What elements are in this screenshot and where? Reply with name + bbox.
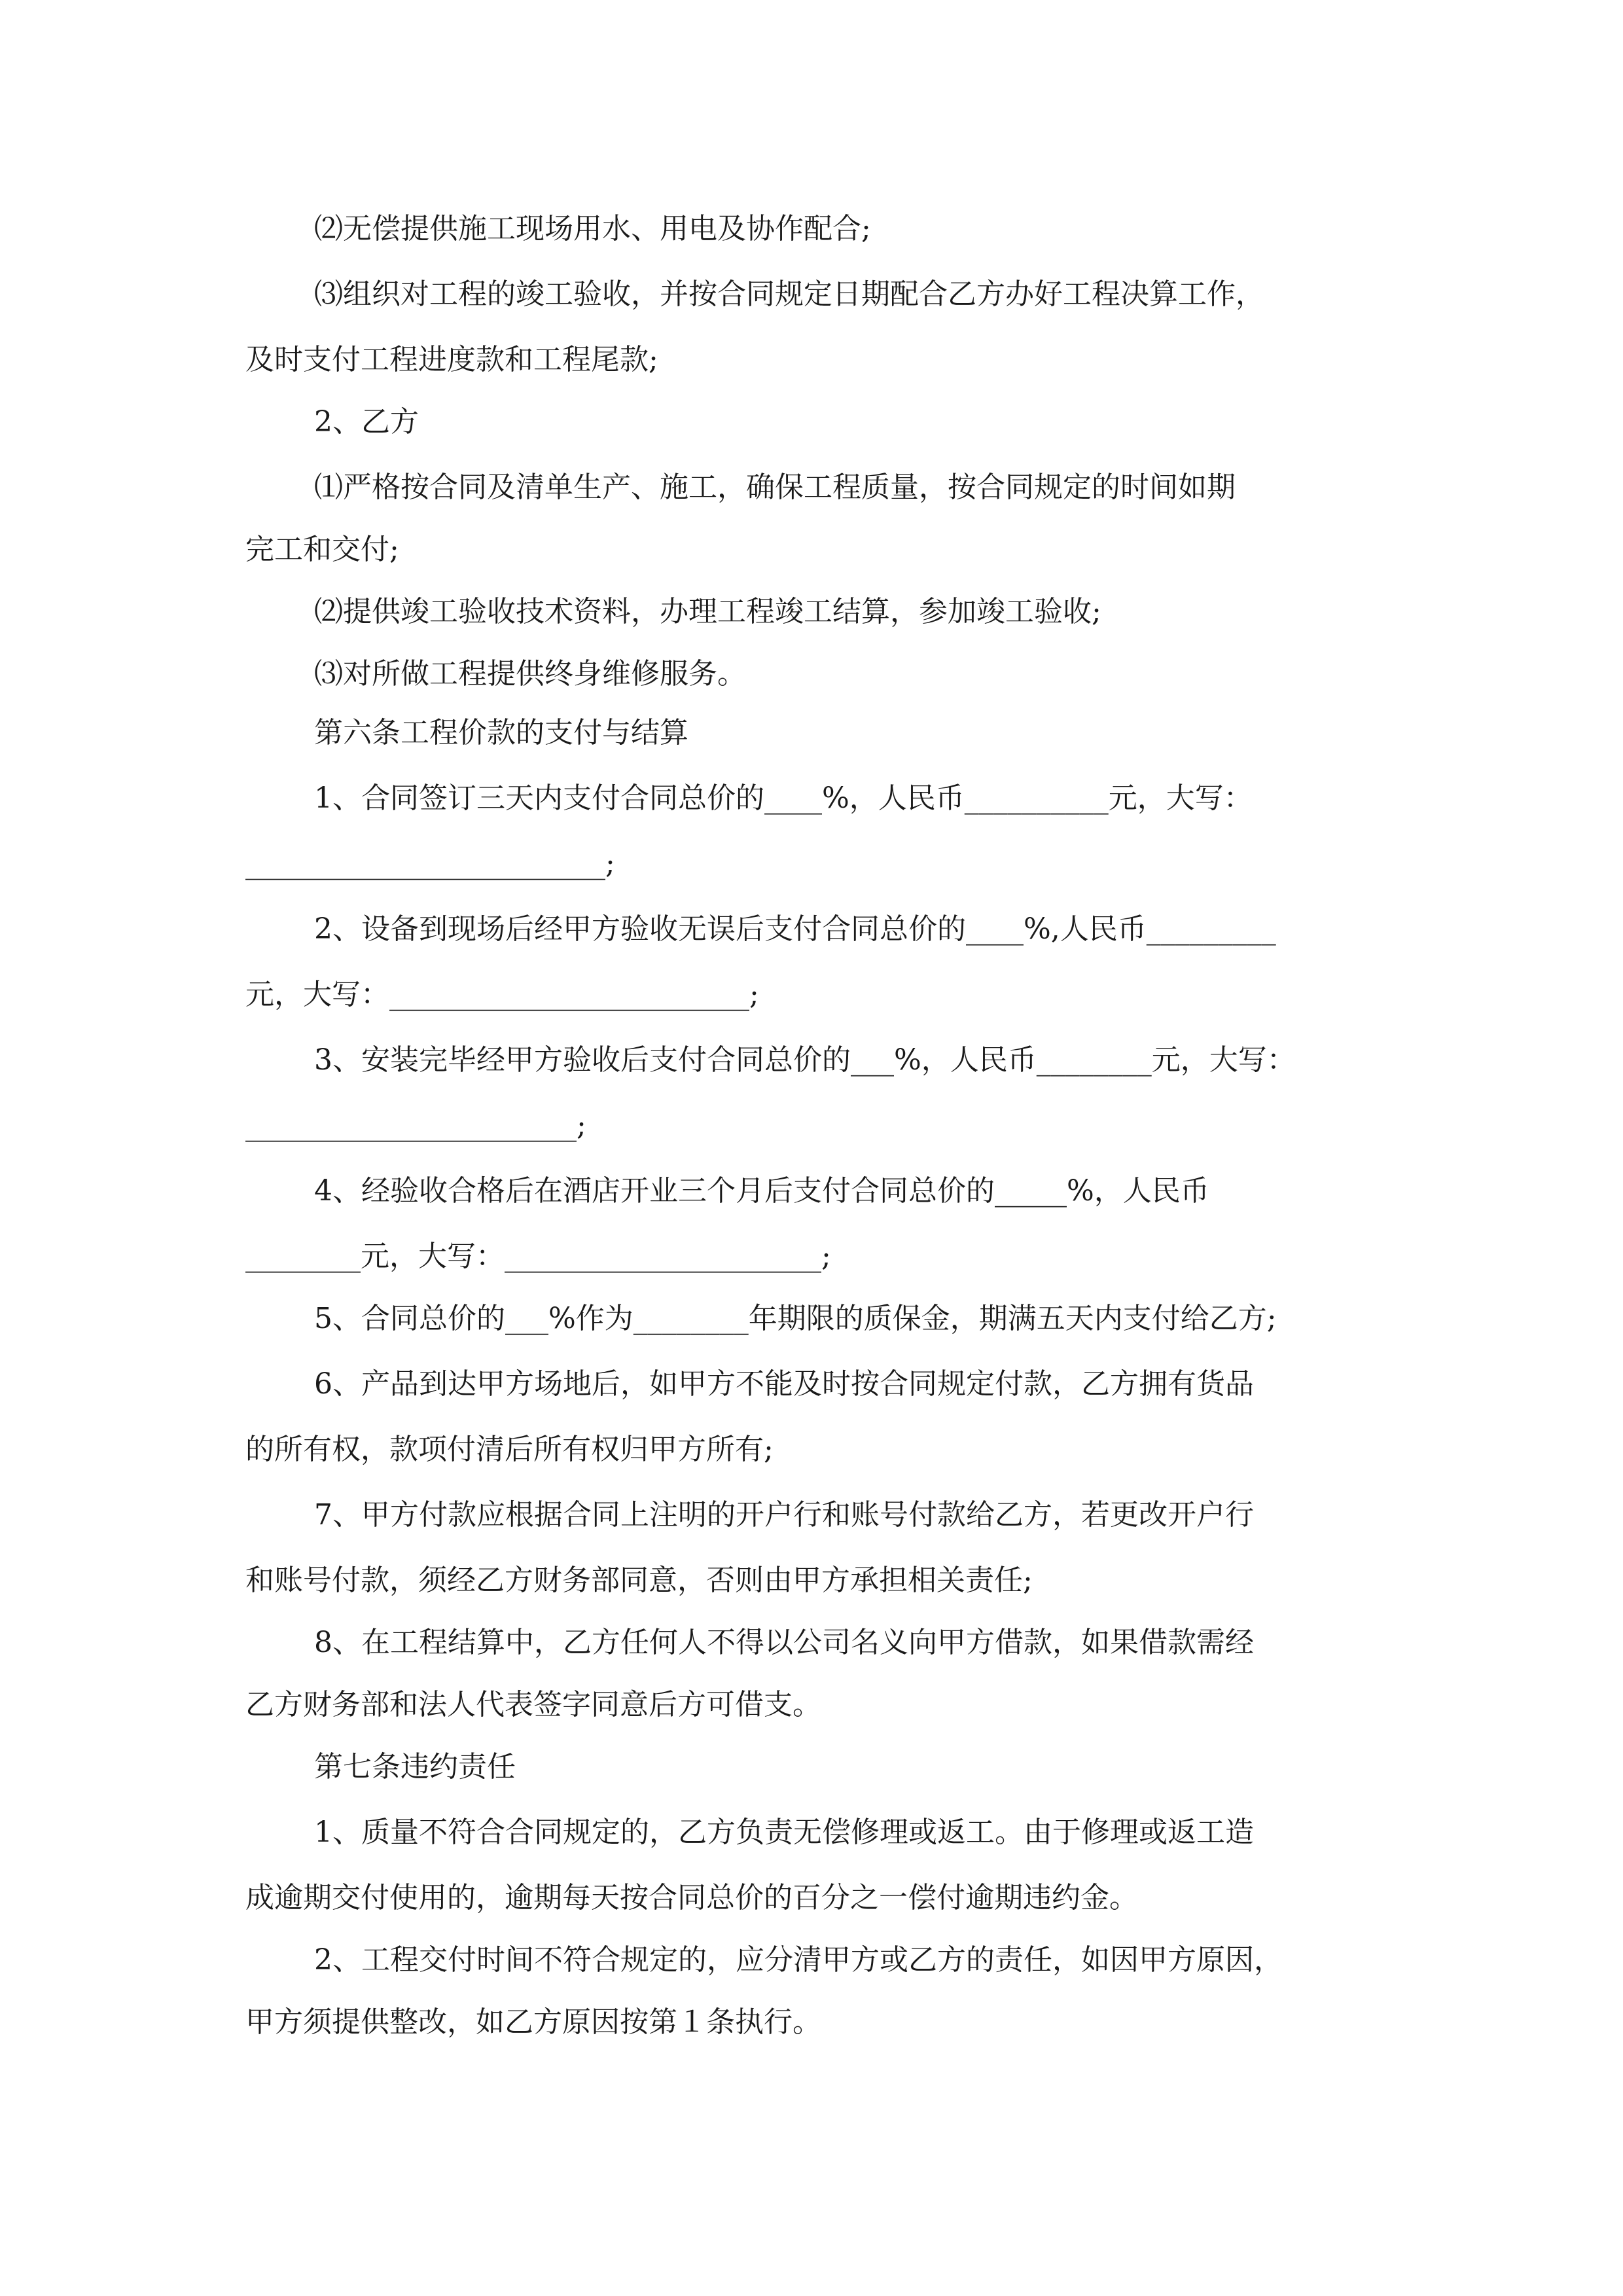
section-heading: 第六条工程价款的支付与结算: [314, 716, 688, 749]
text-line: ⑵提供竣工验收技术资料，办理工程竣工结算，参加竣工验收;: [314, 595, 1101, 628]
text-line: 6、产品到达甲方场地后，如甲方不能及时按合同规定付款，乙方拥有货品: [314, 1367, 1254, 1401]
text-line: 5、合同总价的___%作为________年期限的质保金，期满五天内支付给乙方;: [314, 1302, 1277, 1335]
text-line: ⑴严格按合同及清单生产、施工，确保工程质量，按合同规定的时间如期: [314, 471, 1236, 504]
text-line: 和账号付款，须经乙方财务部同意，否则由甲方承担相关责任;: [245, 1564, 1033, 1597]
text-line: 2、乙方: [314, 405, 419, 439]
text-line: 7、甲方付款应根据合同上注明的开户行和账号付款给乙方，若更改开户行: [314, 1498, 1254, 1532]
text-line: 及时支付工程进度款和工程尾款;: [245, 343, 658, 376]
text-line: 1、合同签订三天内支付合同总价的____%，人民币__________元，大写：: [314, 781, 1253, 815]
text-line: ⑶组织对工程的竣工验收，并按合同规定日期配合乙方办好工程决算工作，: [314, 278, 1264, 311]
text-line: ⑶对所做工程提供终身维修服务。: [314, 657, 746, 691]
text-line: _________________________;: [245, 847, 615, 880]
text-line: 8、在工程结算中，乙方任何人不得以公司名义向甲方借款，如果借款需经: [314, 1626, 1254, 1659]
text-line: 2、工程交付时间不符合规定的，应分清甲方或乙方的责任，如因甲方原因，: [314, 1943, 1283, 1977]
text-line: 3、安装完毕经甲方验收后支付合同总价的___%，人民币________元，大写：: [314, 1043, 1296, 1077]
text-line: ________元，大写：______________________;: [245, 1240, 831, 1273]
text-line: 2、设备到现场后经甲方验收无误后支付合同总价的____%,人民币_________: [314, 912, 1276, 946]
text-line: _______________________;: [245, 1109, 586, 1142]
text-line: 的所有权，款项付清后所有权归甲方所有;: [245, 1433, 774, 1466]
section-heading: 第七条违约责任: [314, 1750, 516, 1784]
text-line: 元，大写：_________________________;: [245, 978, 759, 1011]
text-line: ⑵无偿提供施工现场用水、用电及协作配合;: [314, 212, 871, 245]
text-line: 完工和交付;: [245, 533, 399, 566]
text-line: 乙方财务部和法人代表签字同意后方可借支。: [245, 1688, 821, 1721]
text-line: 成逾期交付使用的，逾期每天按合同总价的百分之一偿付逾期违约金。: [245, 1881, 1138, 1914]
text-line: 甲方须提供整改，如乙方原因按第１条执行。: [245, 2005, 821, 2039]
text-line: 4、经验收合格后在酒店开业三个月后支付合同总价的_____%，人民币: [314, 1174, 1209, 1208]
text-line: 1、质量不符合合同规定的，乙方负责无偿修理或返工。由于修理或返工造: [314, 1816, 1254, 1849]
